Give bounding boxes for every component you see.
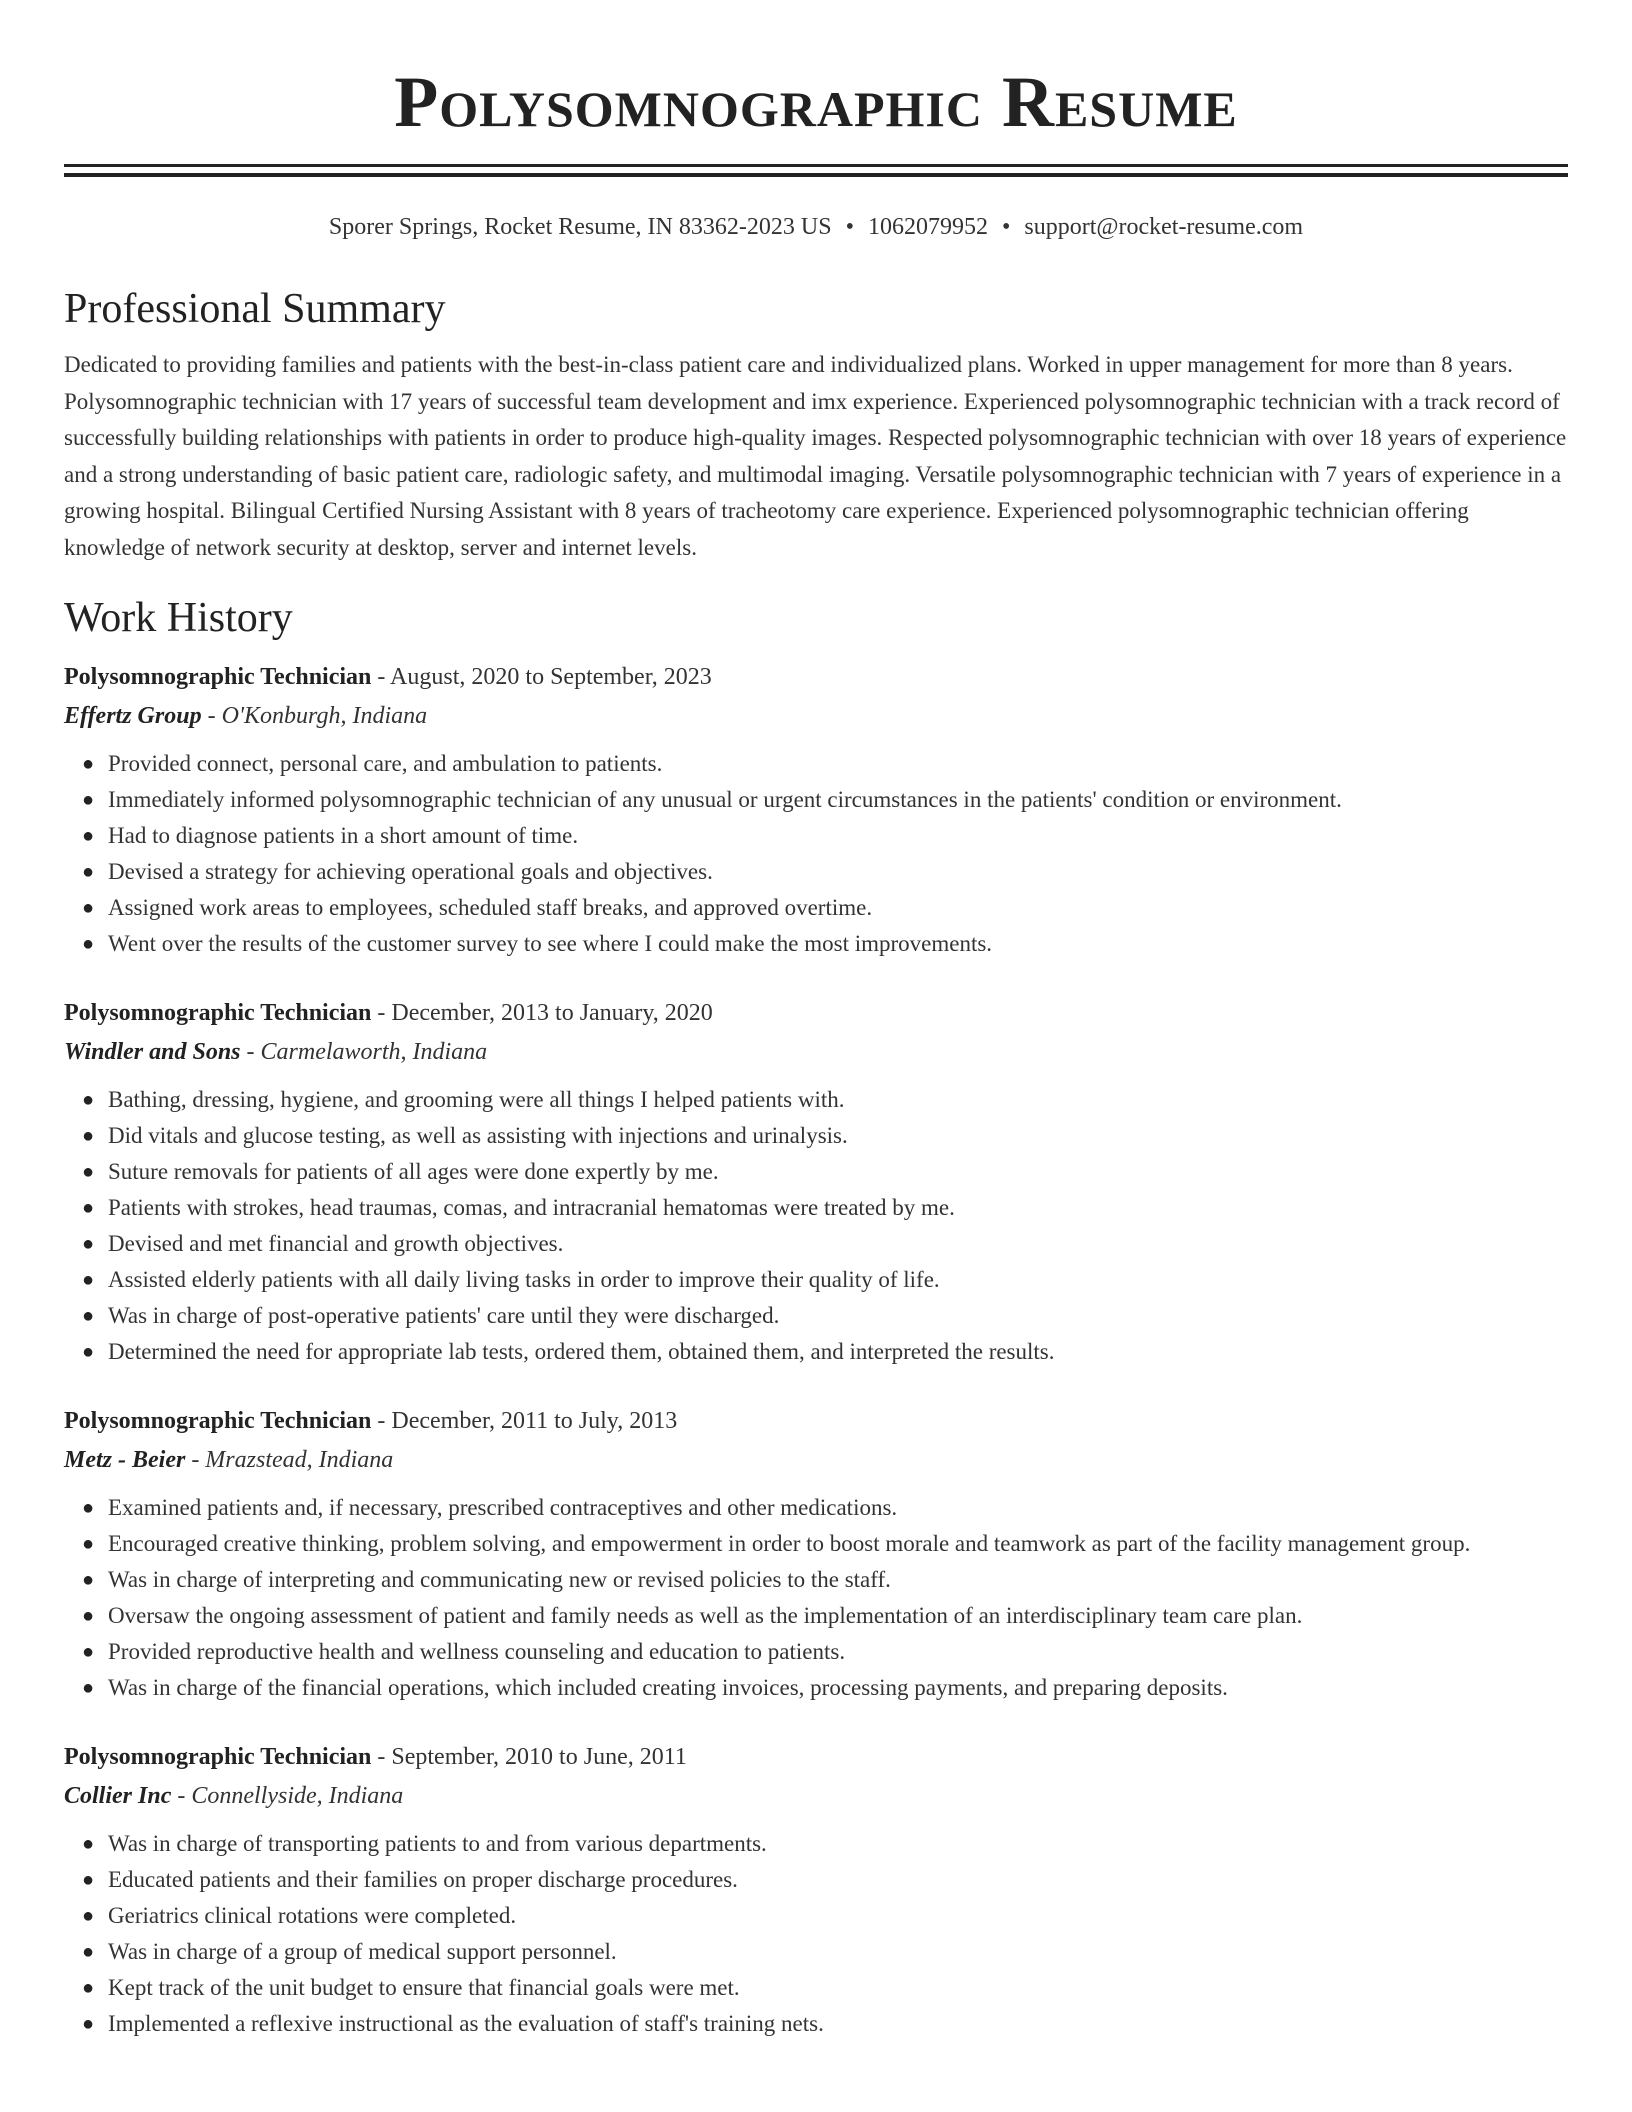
duty-text: Devised and met financial and growth objectives. (108, 1231, 564, 1256)
bullet-icon: ● (82, 1833, 95, 1855)
duties-list (64, 1082, 1568, 1370)
employer-name: Effertz Group (64, 703, 202, 729)
duty-text: Examined patients and, if necessary, prescribed contraceptives and other medications. (108, 1495, 898, 1520)
duty-item (82, 926, 1568, 962)
work-history-list (64, 658, 1568, 2042)
job-title: Polysomnographic Technician (64, 664, 372, 690)
employer-line (64, 1440, 1568, 1480)
employer-location: - Connellyside, Indiana (171, 1783, 404, 1809)
duty-text: Went over the results of the customer survey to see where I could make the most improvements. (108, 931, 993, 956)
duty-text: Assigned work areas to employees, scheduled staff breaks, and approved overtime. (108, 895, 873, 920)
duty-text: Implemented a reflexive instructional as the evaluation of staff's training nets. (108, 2011, 824, 2036)
duty-item (82, 1826, 1568, 1862)
summary-heading: Professional Summary (64, 286, 446, 332)
bullet-icon: ● (82, 1341, 95, 1363)
job-entry (64, 1402, 1568, 1706)
duty-item (82, 890, 1568, 926)
job-title-line (64, 994, 1568, 1032)
duty-text: Had to diagnose patients in a short amount of time. (108, 823, 579, 848)
bullet-icon: ● (82, 1305, 95, 1327)
resume-page (64, 0, 1568, 2042)
bullet-icon: ● (82, 1677, 95, 1699)
contact-line (64, 211, 1568, 243)
job-dates: - December, 2013 to January, 2020 (371, 1000, 713, 1026)
employer-name: Metz - Beier (64, 1447, 186, 1473)
duty-text: Was in charge of interpreting and communicating new or revised policies to the staff. (108, 1567, 891, 1592)
job-title-line (64, 1738, 1568, 1776)
job-entry (64, 994, 1568, 1370)
duty-item (82, 1634, 1568, 1670)
job-title: Polysomnographic Technician (64, 1408, 372, 1434)
duty-item (82, 1670, 1568, 1706)
resume-title: Polysomnographic Resume (394, 62, 1238, 142)
job-dates: - August, 2020 to September, 2023 (371, 664, 712, 690)
duty-item (82, 1898, 1568, 1934)
duty-item (82, 1154, 1568, 1190)
contact-address: Sporer Springs, Rocket Resume, IN 83362-2023 US (328, 214, 832, 240)
bullet-icon: ● (82, 1233, 95, 1255)
job-title: Polysomnographic Technician (64, 1744, 372, 1770)
duty-item (82, 1298, 1568, 1334)
job-title-line (64, 658, 1568, 696)
duty-text: Bathing, dressing, hygiene, and grooming were all things I helped patients with. (108, 1087, 845, 1112)
bullet-icon: ● (82, 1197, 95, 1219)
duty-text: Was in charge of transporting patients to and from various departments. (108, 1831, 767, 1856)
duty-item (82, 1526, 1568, 1562)
contact-phone: 1062079952 (867, 214, 988, 240)
employer-location: - Carmelaworth, Indiana (240, 1039, 488, 1065)
job-entry (64, 658, 1568, 962)
duty-text: Provided connect, personal care, and ambulation to patients. (108, 751, 663, 776)
duty-item (82, 818, 1568, 854)
contact-separator: • (845, 214, 854, 240)
duty-item (82, 1562, 1568, 1598)
job-entry (64, 1738, 1568, 2042)
bullet-icon: ● (82, 1869, 95, 1891)
job-title-line (64, 1402, 1568, 1440)
contact-separator: • (1001, 214, 1011, 240)
duty-text: Assisted elderly patients with all daily living tasks in order to improve their quality of life. (108, 1267, 940, 1292)
employer-line (64, 1032, 1568, 1072)
bullet-icon: ● (82, 1941, 95, 1963)
duty-item (82, 1226, 1568, 1262)
employer-line (64, 1776, 1568, 1816)
duties-list (64, 746, 1568, 962)
bullet-icon: ● (82, 1269, 95, 1291)
duty-item (82, 782, 1568, 818)
bullet-icon: ● (82, 753, 95, 775)
duty-text: Devised a strategy for achieving operational goals and objectives. (108, 859, 713, 884)
duty-item (82, 1490, 1568, 1526)
duty-item (82, 1190, 1568, 1226)
duty-text: Determined the need for appropriate lab tests, ordered them, obtained them, and interpreted the results. (108, 1339, 1055, 1364)
duty-text: Oversaw the ongoing assessment of patient and family needs as well as the implementation of an interdisciplinary team care plan. (108, 1603, 1303, 1628)
duty-text: Suture removals for patients of all ages were done expertly by me. (108, 1159, 719, 1184)
employer-location: - Mrazstead, Indiana (185, 1447, 394, 1473)
duty-item (82, 1598, 1568, 1634)
bullet-icon: ● (82, 1533, 95, 1555)
duties-list (64, 1826, 1568, 2042)
duties-list (64, 1490, 1568, 1706)
work-history-heading: Work History (64, 595, 293, 641)
duty-item (82, 1082, 1568, 1118)
bullet-icon: ● (82, 1161, 95, 1183)
bullet-icon: ● (82, 789, 95, 811)
bullet-icon: ● (82, 1497, 95, 1519)
bullet-icon: ● (82, 933, 95, 955)
duty-text: Provided reproductive health and wellness counseling and education to patients. (108, 1639, 846, 1664)
bullet-icon: ● (82, 1605, 95, 1627)
job-dates: - December, 2011 to July, 2013 (371, 1408, 678, 1434)
duty-text: Did vitals and glucose testing, as well as assisting with injections and urinalysis. (108, 1123, 848, 1148)
duty-item (82, 1934, 1568, 1970)
duty-item (82, 854, 1568, 890)
duty-text: Geriatrics clinical rotations were completed. (108, 1903, 517, 1928)
duty-text: Was in charge of post-operative patients' care until they were discharged. (108, 1303, 780, 1328)
duty-text: Patients with strokes, head traumas, comas, and intracranial hematomas were treated by me. (108, 1195, 955, 1220)
duty-text: Educated patients and their families on proper discharge procedures. (108, 1867, 738, 1892)
duty-item (82, 2006, 1568, 2042)
duty-item (82, 746, 1568, 782)
bullet-icon: ● (82, 1977, 95, 1999)
duty-text: Immediately informed polysomnographic technician of any unusual or urgent circumstances in the patients' condition or environment. (108, 787, 1342, 812)
bullet-icon: ● (82, 1089, 95, 1111)
bullet-icon: ● (82, 861, 95, 883)
bullet-icon: ● (82, 825, 95, 847)
job-title: Polysomnographic Technician (64, 1000, 372, 1026)
bullet-icon: ● (82, 897, 95, 919)
employer-name: Windler and Sons (64, 1039, 241, 1065)
summary-text: Dedicated to providing families and patients with the best-in-class patient care and individualized plans. Worked in upper management for more than 8 years. Polysomnographic technician with 17 years of successful team development and imx experience. Experienced polysomnographic technician with a track record of successfully building relationships with patients in order to produce high-quality images. Respected polysomnographic technician with over 18 years of experience and a strong understanding of basic patient care, radiologic safety, and multimodal imaging. Versatile polysomnographic technician with 7 years of experience in a growing hospital. Bilingual Certified Nursing Assistant with 8 years of tracheotomy care experience. Experienced polysomnographic technician offering knowledge of network security at desktop, server and internet levels. (64, 352, 1567, 560)
bullet-icon: ● (82, 1125, 95, 1147)
bullet-icon: ● (82, 1569, 95, 1591)
duty-item (82, 1970, 1568, 2006)
bullet-icon: ● (82, 2013, 95, 2035)
duty-item (82, 1862, 1568, 1898)
employer-name: Collier Inc (64, 1783, 172, 1809)
duty-text: Was in charge of a group of medical support personnel. (108, 1939, 617, 1964)
duty-text: Was in charge of the financial operations, which included creating invoices, processing payments, and preparing deposits. (108, 1675, 1228, 1700)
title-divider-thick (64, 164, 1568, 167)
title-divider-thin (64, 173, 1568, 177)
job-dates: - September, 2010 to June, 2011 (371, 1744, 687, 1770)
contact-email: support@rocket-resume.com (1024, 214, 1304, 240)
bullet-icon: ● (82, 1905, 95, 1927)
employer-location: - O'Konburgh, Indiana (201, 703, 428, 729)
duty-text: Encouraged creative thinking, problem solving, and empowerment in order to boost morale and teamwork as part of the facility management group. (108, 1531, 1471, 1556)
bullet-icon: ● (82, 1641, 95, 1663)
duty-item (82, 1262, 1568, 1298)
duty-text: Kept track of the unit budget to ensure that financial goals were met. (108, 1975, 740, 2000)
duty-item (82, 1118, 1568, 1154)
employer-line (64, 696, 1568, 736)
duty-item (82, 1334, 1568, 1370)
